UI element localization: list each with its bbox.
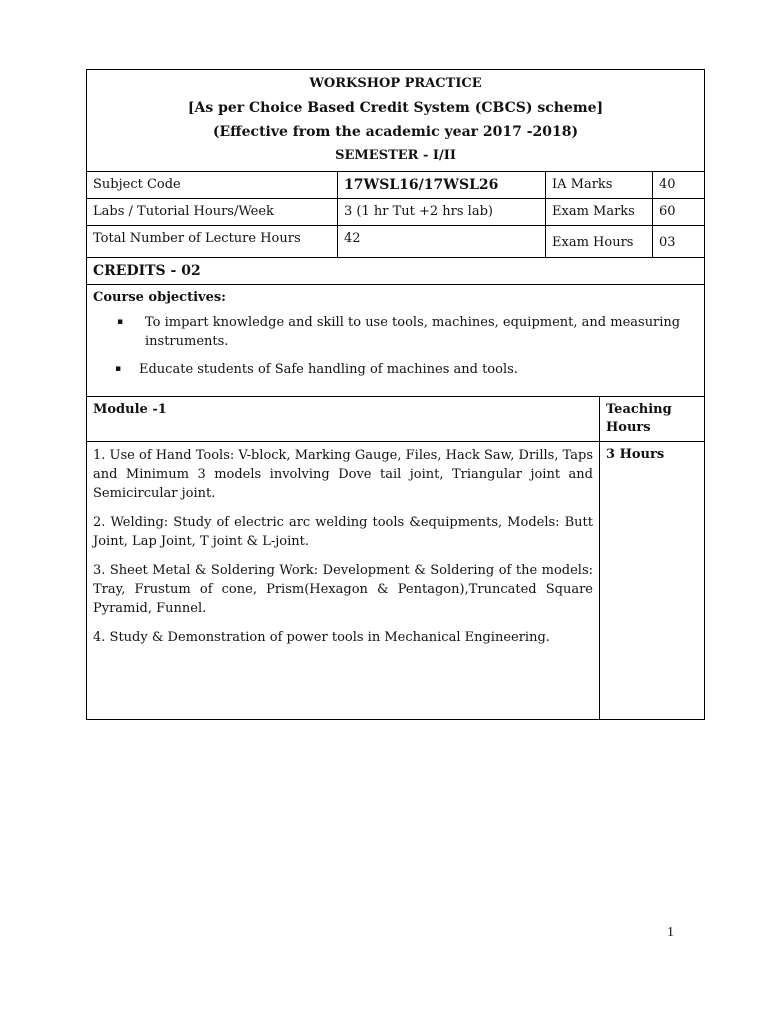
bullet-icon: ▪: [115, 364, 122, 374]
course-title: WORKSHOP PRACTICE: [309, 76, 482, 91]
objectives-heading: Course objectives:: [93, 290, 226, 305]
info-label-secondary: IA Marks: [545, 172, 652, 198]
header-cell: [87, 70, 704, 171]
info-value: 42: [337, 226, 545, 257]
module-header-row: [87, 397, 704, 442]
credits-label: CREDITS - 02: [93, 263, 201, 279]
bullet-icon: ▪: [117, 317, 124, 327]
module-paragraph: 4. Study & Demonstration of power tools in Mechanical Engineering.: [93, 630, 550, 645]
info-label: Subject Code: [93, 177, 181, 192]
info-value-secondary: 60: [652, 199, 704, 225]
info-value: 17WSL16/17WSL26: [337, 172, 545, 198]
module-paragraph: 2. Welding: Study of electric arc welding tools &equipments, Models: Butt Joint, Lap Joint, T joint & L-joint.: [93, 515, 593, 549]
module-content-row: [87, 442, 704, 719]
module-content: [87, 442, 599, 719]
effective-line: (Effective from the academic year 2017 -2018): [212, 124, 579, 140]
objectives-row: [87, 285, 704, 397]
objectives-cell: [87, 285, 704, 396]
teaching-hours-heading: Teaching Hours: [599, 397, 704, 441]
module-paragraph: 3. Sheet Metal & Soldering Work: Development & Soldering of the models: Tray, Frustum of cone, Prism(Hexagon & Pentagon),Truncated Square Pyramid, Funnel.: [93, 563, 593, 616]
scheme-line: [As per Choice Based Credit System (CBCS) scheme]: [187, 100, 604, 116]
module-title: Module -1: [93, 402, 167, 417]
info-value-secondary: 03: [652, 226, 704, 257]
info-value: 3 (1 hr Tut +2 hrs lab): [337, 199, 545, 225]
objective-item: [93, 360, 698, 379]
objective-text: Educate students of Safe handling of machines and tools.: [139, 362, 518, 377]
info-label-secondary: Exam Marks: [545, 199, 652, 225]
info-value-secondary: 40: [652, 172, 704, 198]
info-label-secondary: Exam Hours: [545, 226, 652, 257]
header-row: [87, 70, 704, 172]
info-label: Total Number of Lecture Hours: [93, 231, 301, 246]
info-row-hours-week: [87, 199, 704, 226]
objective-item: [93, 313, 698, 351]
info-row-subject-code: [87, 172, 704, 199]
semester-line: SEMESTER - I/II: [335, 148, 456, 163]
syllabus-table: [86, 69, 705, 720]
page-number: 1: [667, 925, 674, 940]
info-row-lecture-hours: [87, 226, 704, 258]
module-paragraph: 1. Use of Hand Tools: V-block, Marking Gauge, Files, Hack Saw, Drills, Taps and Minimum 3 models involving Dove tail joint, Triangular joint and Semicircular joint.: [93, 448, 593, 501]
credits-row: [87, 258, 704, 285]
objective-text: To impart knowledge and skill to use tools, machines, equipment, and measuring instruments.: [145, 315, 681, 349]
module-hours: 3 Hours: [599, 442, 704, 719]
objectives-list: [93, 313, 698, 379]
info-label: Labs / Tutorial Hours/Week: [93, 204, 274, 219]
